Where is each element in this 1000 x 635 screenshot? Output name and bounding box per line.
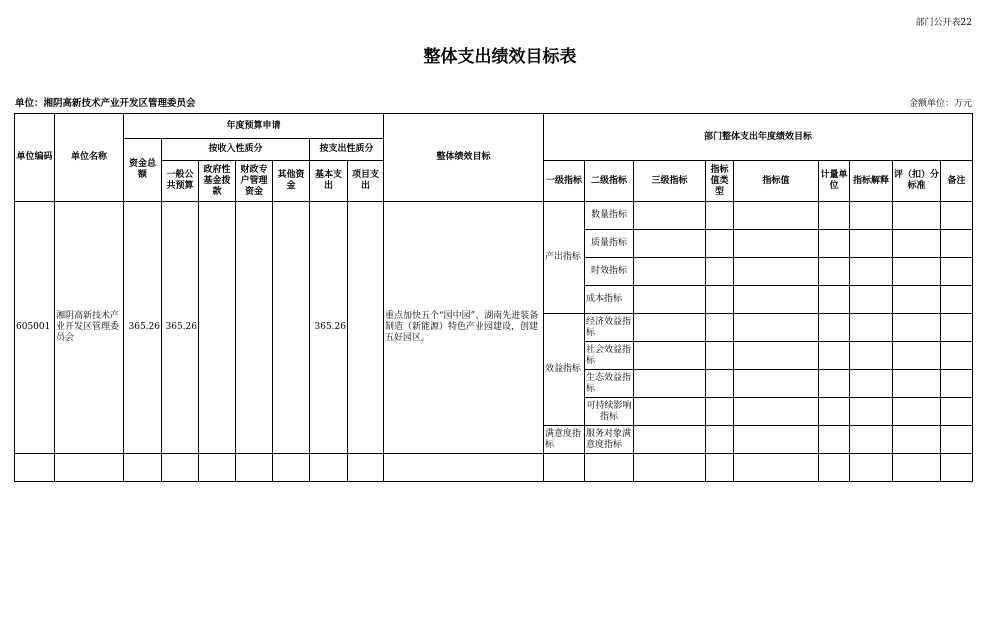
header-overall-goal: 整体绩效目标 xyxy=(384,114,544,202)
header-scoring: 评（扣）分标准 xyxy=(893,161,941,202)
cell-other-funds xyxy=(273,202,310,454)
header-annual-budget: 年度预算申请 xyxy=(124,114,384,139)
header-level3: 三级指标 xyxy=(634,161,706,202)
header-special-account: 财政专户管理资金 xyxy=(236,161,273,202)
header-by-income: 按收入性质分 xyxy=(162,139,310,161)
header-gov-fund: 政府性基金拨款 xyxy=(199,161,236,202)
performance-goal-table xyxy=(14,113,973,482)
header-project-expense: 项目支出 xyxy=(348,161,384,202)
cell-unit-name: 湘阴高新技术产业开发区管理委员会 xyxy=(55,202,124,454)
level1-satisfaction: 满意度指标 xyxy=(544,426,585,454)
level1-output: 产出指标 xyxy=(544,202,585,314)
table-row xyxy=(15,454,973,482)
amount-unit: 金额单位：万元 xyxy=(908,99,972,109)
level2-economic: 经济效益指标 xyxy=(585,314,634,342)
level2-service-target: 服务对象满意度指标 xyxy=(585,426,634,454)
level2-ecological: 生态效益指标 xyxy=(585,370,634,398)
cell-gov-fund xyxy=(199,202,236,454)
header-unit-name: 单位名称 xyxy=(55,114,124,202)
header-explanation: 指标解释 xyxy=(850,161,893,202)
cell-special-account xyxy=(236,202,273,454)
cell-basic-expense: 365.26 xyxy=(310,202,348,454)
header-remarks: 备注 xyxy=(941,161,973,202)
level2-cost: 成本指标 xyxy=(585,286,634,314)
header-indicator-value: 指标值 xyxy=(734,161,819,202)
header-level2: 二级指标 xyxy=(585,161,634,202)
header-by-expense: 按支出性质分 xyxy=(310,139,384,161)
header-total-funds: 资金总额 xyxy=(124,139,162,202)
level2-sustainable: 可持续影响指标 xyxy=(585,398,634,426)
header-level1: 一级指标 xyxy=(544,161,585,202)
header-basic-expense: 基本支出 xyxy=(310,161,348,202)
level2-quantity: 数量指标 xyxy=(585,202,634,230)
cell-total: 365.26 xyxy=(124,202,162,454)
header-unit-code: 单位编码 xyxy=(15,114,55,202)
cell-general-budget: 365.26 xyxy=(162,202,199,454)
page-label: 部门公开表22 xyxy=(915,18,972,28)
level2-quality: 质量指标 xyxy=(585,230,634,258)
header-value-type: 指标值类型 xyxy=(706,161,734,202)
cell-overall-goal: 重点加快五个“园中园”、湖南先进装备制造（新能源）特色产业园建设，创建五好园区。 xyxy=(384,202,544,454)
header-dept-goal: 部门整体支出年度绩效目标 xyxy=(544,114,973,161)
unit-line: 单位：湘阴高新技术产业开发区管理委员会 xyxy=(15,98,196,109)
cell-unit-code: 605001 xyxy=(15,202,55,454)
level2-social: 社会效益指标 xyxy=(585,342,634,370)
level2-timeliness: 时效指标 xyxy=(585,258,634,286)
header-measure-unit: 计量单位 xyxy=(819,161,850,202)
page-title: 整体支出绩效目标表 xyxy=(423,47,577,67)
header-general-budget: 一般公共预算 xyxy=(162,161,199,202)
level1-benefit: 效益指标 xyxy=(544,314,585,426)
cell-project-expense xyxy=(348,202,384,454)
header-other-funds: 其他资金 xyxy=(273,161,310,202)
